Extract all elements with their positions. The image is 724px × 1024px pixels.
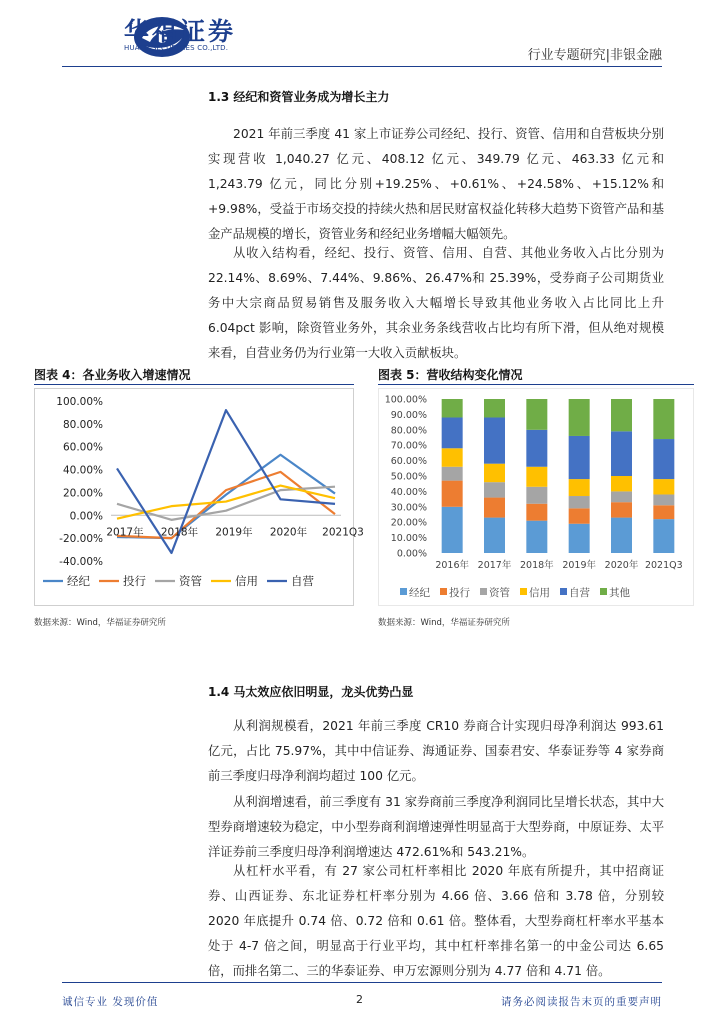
report-type: 行业专题研究|非银金融 <box>527 48 662 63</box>
bar-segment-经纪 <box>484 518 505 553</box>
bar-segment-信用 <box>526 467 547 487</box>
legend-swatch-资管 <box>480 588 487 595</box>
y-tick-label: 20.00% <box>62 487 103 500</box>
bar-segment-投行 <box>484 498 505 518</box>
x-tick-label: 2021Q3 <box>644 560 683 571</box>
bar-segment-投行 <box>569 508 590 523</box>
bar-segment-经纪 <box>611 518 632 553</box>
bar-segment-其他 <box>653 399 674 439</box>
paragraph-revenue: 2021 年前三季度 41 家上市证券公司经纪、投行、资管、信用和自营板块分别实现营收 1,040.27 亿元、408.12 亿元、349.79 亿元、463.33 亿元和 1,243.79 亿元，同比分别+19.25%、+0.61%、+24.58%、+15.12%和+9.98%，受益于市场交投的持续火热和居民财富权益化转移大趋势下资管产品和基金产品规模的增长，资管业务和经纪业务增幅大幅领先。 <box>208 127 664 241</box>
bar-segment-经纪 <box>569 524 590 553</box>
footer-divider <box>62 982 662 983</box>
bar-segment-自营 <box>653 439 674 479</box>
legend-label-投行: 投行 <box>449 587 470 599</box>
paragraph-profit-scale: 从利润规模看，2021 年前三季度 CR10 券商合计实现归母净利润达 993.61 亿元，占比 75.97%，其中中信证券、海通证券、国泰君安、华泰证券等 4 家券商前三季度归母净利润均超过 100 亿元。 <box>208 719 664 783</box>
bar-segment-投行 <box>442 481 463 507</box>
y-tick-label: 70.00% <box>390 440 427 452</box>
bar-segment-资管 <box>526 487 547 504</box>
y-tick-label: 80.00% <box>62 418 103 431</box>
legend-swatch-经纪 <box>400 588 407 595</box>
y-tick-label: 80.00% <box>390 425 427 437</box>
x-tick-label: 2019年 <box>562 560 597 571</box>
legend-label-信用: 信用 <box>529 587 550 599</box>
y-tick-label: 60.00% <box>62 441 103 454</box>
legend-label-信用: 信用 <box>235 574 258 588</box>
figure4-rule <box>34 384 354 385</box>
y-tick-label: 40.00% <box>390 486 427 498</box>
x-tick-label: 2021Q3 <box>322 526 364 539</box>
y-tick-label: 90.00% <box>390 409 427 421</box>
bar-segment-其他 <box>526 399 547 430</box>
legend-label-资管: 资管 <box>179 574 202 588</box>
y-tick-label: 0.00% <box>69 510 103 523</box>
y-tick-label: 100.00% <box>56 396 103 408</box>
bar-segment-信用 <box>484 464 505 482</box>
bar-segment-经纪 <box>442 507 463 553</box>
figure5-rule <box>378 384 694 385</box>
x-tick-label: 2020年 <box>269 526 308 539</box>
structure-stacked-bar-chart-svg <box>379 389 693 605</box>
footer-slogan: 诚信专业 发现价值 <box>62 996 159 1008</box>
bar-segment-其他 <box>569 399 590 436</box>
x-tick-label: 2020年 <box>604 560 639 571</box>
figure5-source: 数据来源：Wind，华福证券研究所 <box>378 618 510 628</box>
y-tick-label: 40.00% <box>62 464 103 477</box>
figure4-source: 数据来源：Wind，华福证券研究所 <box>34 618 166 628</box>
figure5-title: 图表 5：营收结构变化情况 <box>378 368 523 382</box>
bar-segment-投行 <box>611 502 632 517</box>
legend-label-经纪: 经纪 <box>409 587 430 599</box>
header-divider <box>62 66 662 67</box>
structure-stacked-bar-chart <box>378 388 694 606</box>
y-tick-label: 100.00% <box>384 394 427 406</box>
footer-disclaimer: 请务必阅读报告末页的重要声明 <box>501 996 662 1008</box>
y-tick-label: 20.00% <box>390 517 427 529</box>
bar-segment-经纪 <box>526 521 547 553</box>
y-tick-label: -20.00% <box>59 533 103 546</box>
bar-segment-资管 <box>484 482 505 497</box>
bar-segment-资管 <box>442 467 463 481</box>
bar-segment-经纪 <box>653 519 674 553</box>
paragraph-leverage: 从杠杆水平看，有 27 家公司杠杆率相比 2020 年底有所提升，其中招商证券、山西证券、东北证券杠杆率分别为 4.66 倍、3.66 倍和 3.78 倍，分别较 2020 年底提升 0.74 倍、0.72 倍和 0.61 倍。整体看，大型券商杠杆率水平基本处于 4-7 倍之间，明显高于行业平均，其中杠杆率排名第一的中金公司达 6.65 倍，而排名第二、三的华泰证券、申万宏源则分别为 4.77 倍和 4.71 倍。 <box>208 864 664 978</box>
legend-swatch-信用 <box>520 588 527 595</box>
bar-segment-自营 <box>611 431 632 476</box>
y-tick-label: 0.00% <box>396 548 427 560</box>
y-tick-label: 30.00% <box>390 502 427 514</box>
y-tick-label: -40.00% <box>59 556 103 568</box>
bar-segment-自营 <box>442 417 463 448</box>
y-tick-label: 10.00% <box>390 533 427 545</box>
y-tick-label: 60.00% <box>390 456 427 468</box>
bar-segment-自营 <box>526 430 547 467</box>
x-tick-label: 2017年 <box>477 560 512 571</box>
section-title-1-4: 1.4 马太效应依旧明显，龙头优势凸显 <box>208 685 414 699</box>
bar-segment-资管 <box>653 494 674 505</box>
bar-segment-自营 <box>484 417 505 463</box>
x-tick-label: 2017年 <box>106 526 144 539</box>
company-name-en: HUAFU SECURITIES CO.,LTD. <box>124 44 229 52</box>
paragraph-profit-growth: 从利润增速看，前三季度有 31 家券商前三季度净利润同比呈增长状态，其中大型券商增速较为稳定，中小型券商利润增速弹性明显高于大型券商，中原证券、太平洋证券前三季度归母净利润增速达 472.61%和 543.21%。 <box>208 795 664 859</box>
figure4-title: 图表 4：各业务收入增速情况 <box>34 368 191 382</box>
legend-label-经纪: 经纪 <box>67 574 90 588</box>
bar-segment-投行 <box>653 505 674 519</box>
bar-segment-其他 <box>611 399 632 431</box>
bar-segment-信用 <box>442 448 463 466</box>
bar-segment-其他 <box>484 399 505 417</box>
x-tick-label: 2016年 <box>435 560 470 571</box>
growth-line-chart <box>34 388 364 606</box>
bar-segment-投行 <box>526 504 547 521</box>
y-tick-label: 50.00% <box>390 471 427 483</box>
legend-label-其他: 其他 <box>609 587 630 599</box>
company-name-cn: 华福证券 <box>124 17 237 46</box>
legend-label-自营: 自营 <box>291 574 314 588</box>
x-tick-label: 2019年 <box>215 526 253 539</box>
x-tick-label: 2018年 <box>519 560 554 571</box>
paragraph-structure: 从收入结构看，经纪、投行、资管、信用、自营、其他业务收入占比分别为 22.14%、8.69%、7.44%、9.86%、26.47%和 25.39%，受券商子公司期货业务中大宗商品贸易销售及服务收入大幅增长导致其他业务收入占比同比上升 6.04pct 影响，除资管业务外，其余业务条线营收占比均有所下滑，但从绝对规模来看，自营业务仍为行业第一大收入贡献板块。 <box>208 246 664 360</box>
page-number: 2 <box>356 993 363 1006</box>
bar-segment-资管 <box>569 496 590 508</box>
bar-segment-信用 <box>611 476 632 491</box>
section-title-1-3: 1.3 经纪和资管业务成为增长主力 <box>208 90 390 104</box>
bar-segment-资管 <box>611 491 632 502</box>
bar-segment-自营 <box>569 436 590 479</box>
legend-swatch-投行 <box>440 588 447 595</box>
x-tick-label: 2018年 <box>160 526 199 539</box>
legend-label-投行: 投行 <box>123 574 146 588</box>
legend-label-自营: 自营 <box>569 587 590 599</box>
legend-label-资管: 资管 <box>489 587 510 599</box>
bar-segment-信用 <box>569 479 590 496</box>
bar-segment-信用 <box>653 479 674 494</box>
growth-line-chart-svg <box>35 389 364 605</box>
bar-segment-其他 <box>442 399 463 417</box>
legend-swatch-其他 <box>600 588 607 595</box>
legend-swatch-自营 <box>560 588 567 595</box>
